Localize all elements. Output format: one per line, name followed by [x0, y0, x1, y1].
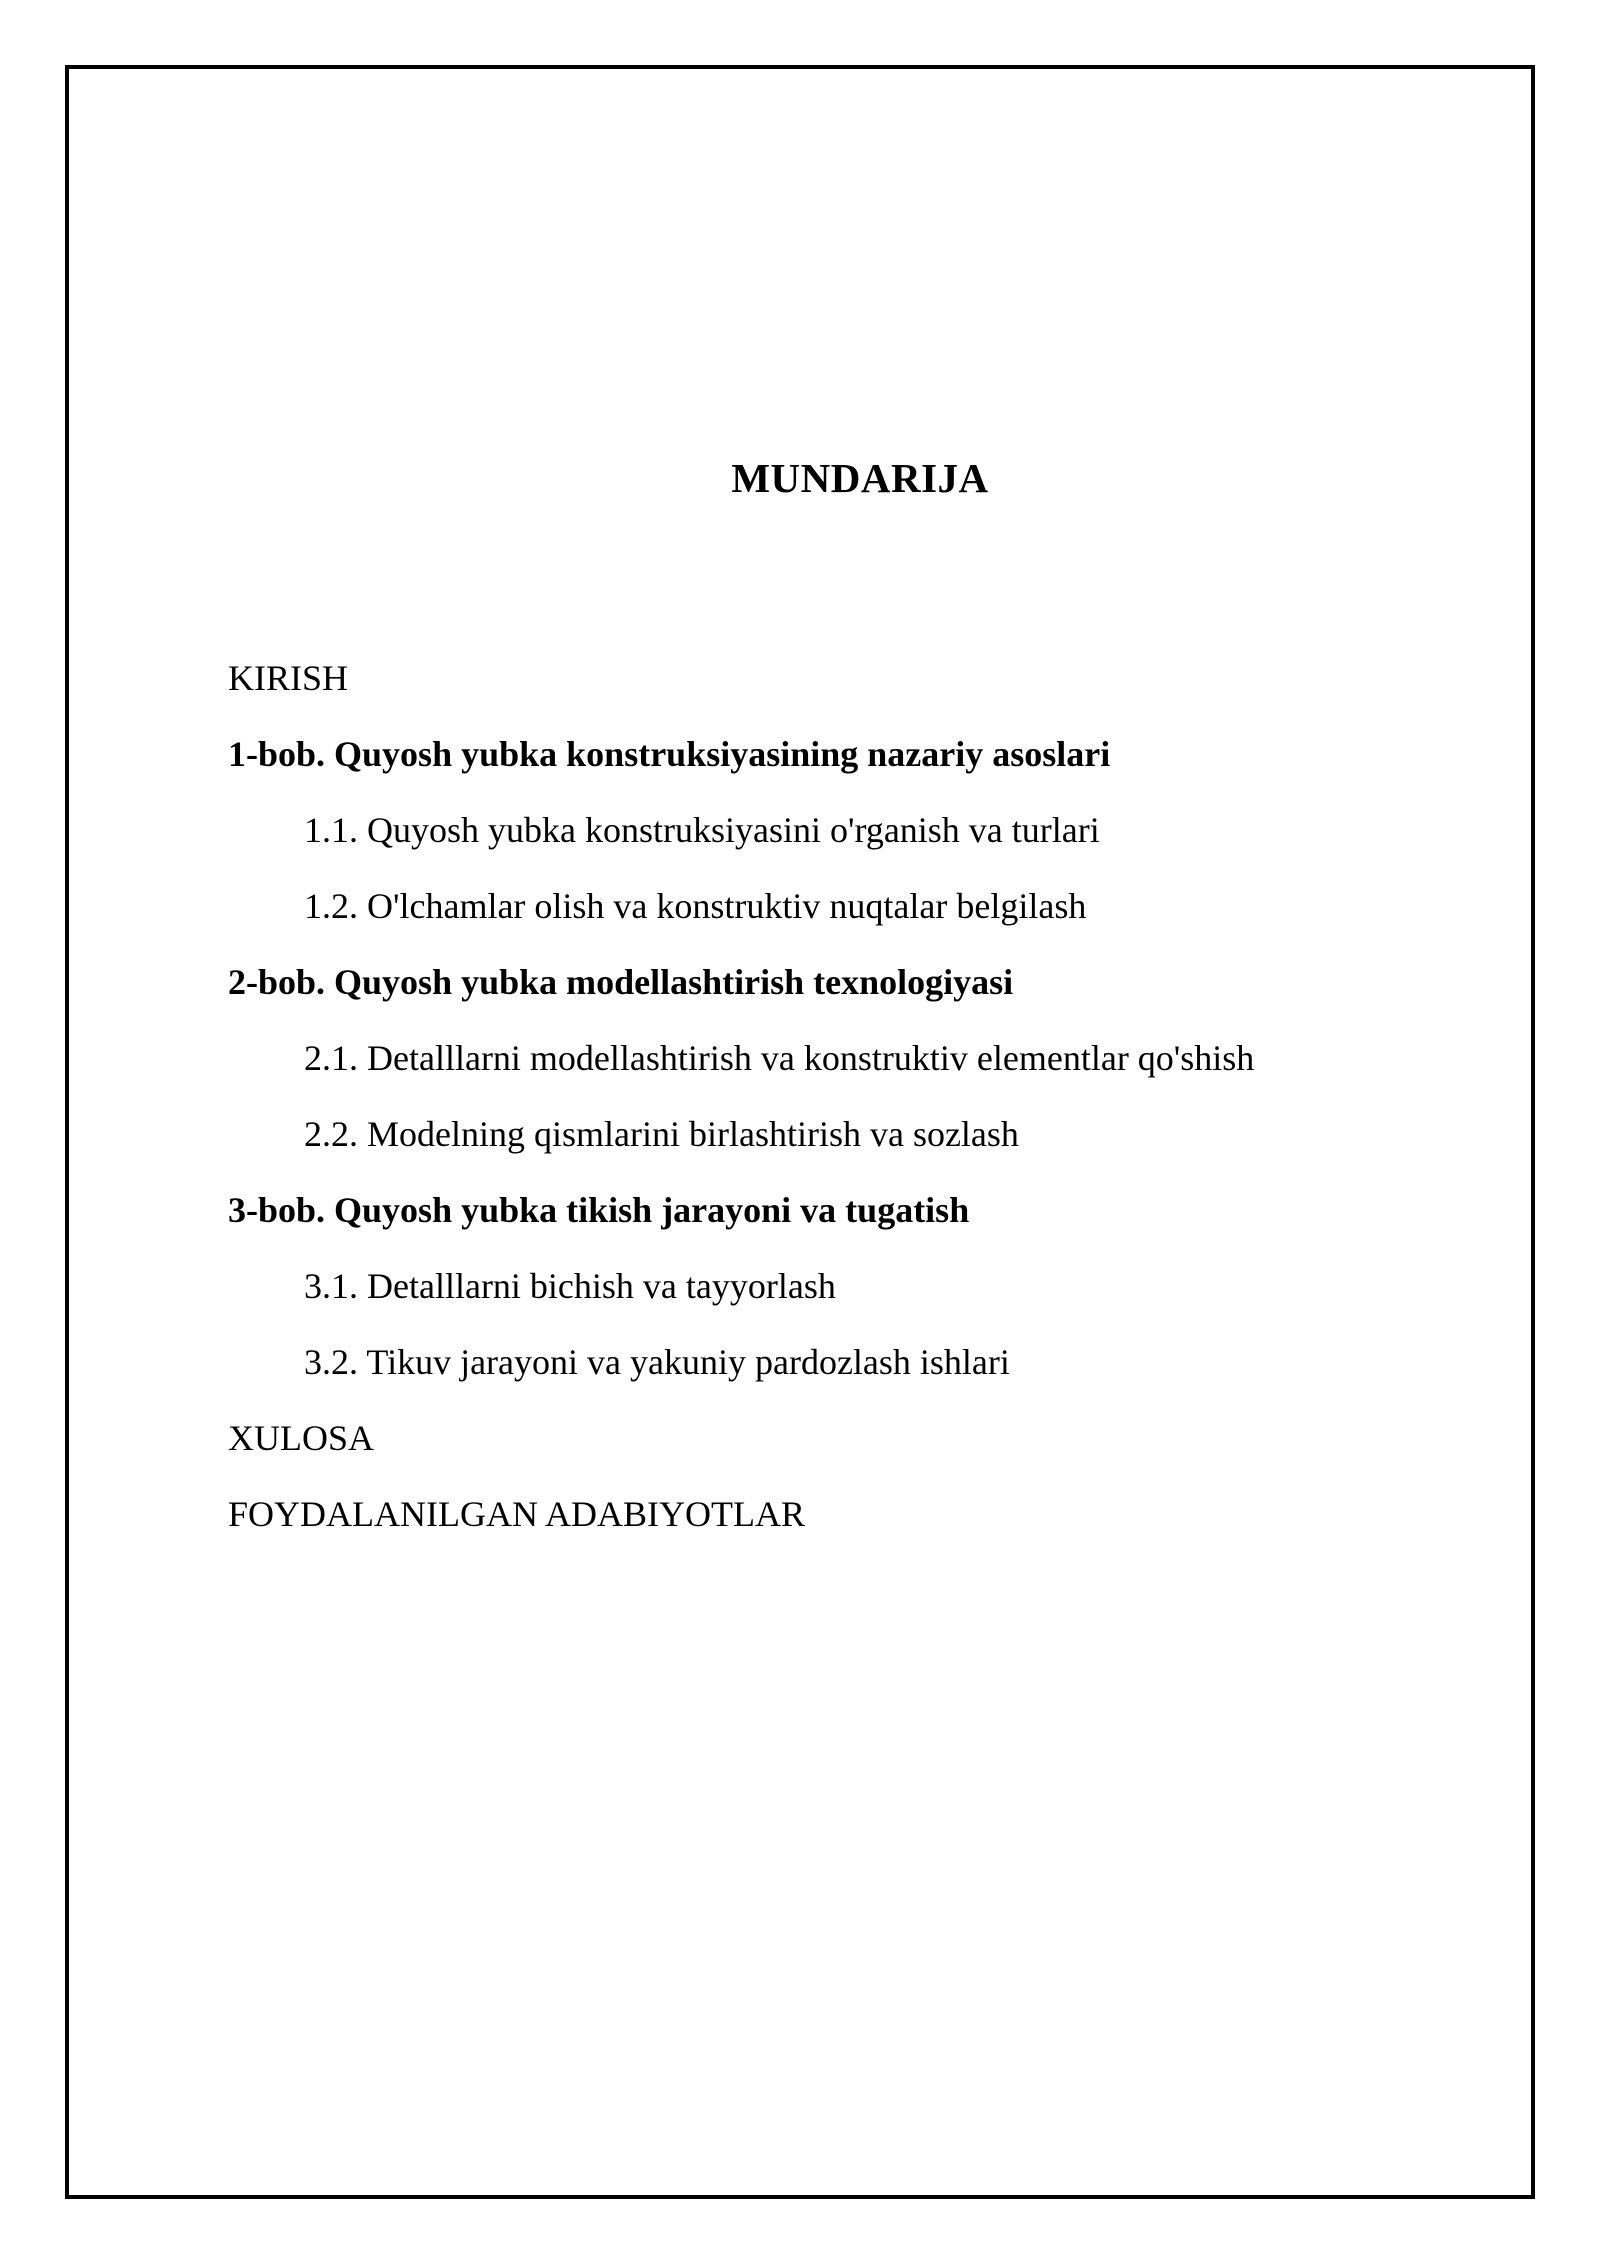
- toc-entry-section-2-1[interactable]: 2.1. Detalllarni modellashtirish va konstruktiv elementlar qo'shish: [304, 1038, 1255, 1078]
- toc-entry-section-1-2[interactable]: 1.2. O'lchamlar olish va konstruktiv nuqtalar belgilash: [304, 886, 1087, 926]
- toc-entry-section-1-1[interactable]: 1.1. Quyosh yubka konstruksiyasini o'rganish va turlari: [304, 810, 1100, 850]
- toc-entry-section-3-1[interactable]: 3.1. Detalllarni bichish va tayyorlash: [304, 1266, 836, 1306]
- toc-entry-section-2-2[interactable]: 2.2. Modelning qismlarini birlashtirish va sozlash: [304, 1114, 1019, 1154]
- toc-entry-conclusion[interactable]: XULOSA: [228, 1418, 375, 1458]
- toc-entry-chapter-1[interactable]: 1-bob. Quyosh yubka konstruksiyasining nazariy asoslari: [228, 734, 1111, 774]
- toc-entry-section-3-2[interactable]: 3.2. Tikuv jarayoni va yakuniy pardozlash ishlari: [304, 1342, 1010, 1382]
- table-of-contents: [228, 640, 1478, 1552]
- toc-entry-references[interactable]: FOYDALANILGAN ADABIYOTLAR: [228, 1494, 805, 1534]
- toc-entry-chapter-2[interactable]: 2-bob. Quyosh yubka modellashtirish texnologiyasi: [228, 962, 1014, 1002]
- toc-entry-introduction[interactable]: KIRISH: [228, 658, 349, 698]
- toc-entry-chapter-3[interactable]: 3-bob. Quyosh yubka tikish jarayoni va tugatish: [228, 1190, 970, 1230]
- page-title: MUNDARIJA: [731, 455, 989, 501]
